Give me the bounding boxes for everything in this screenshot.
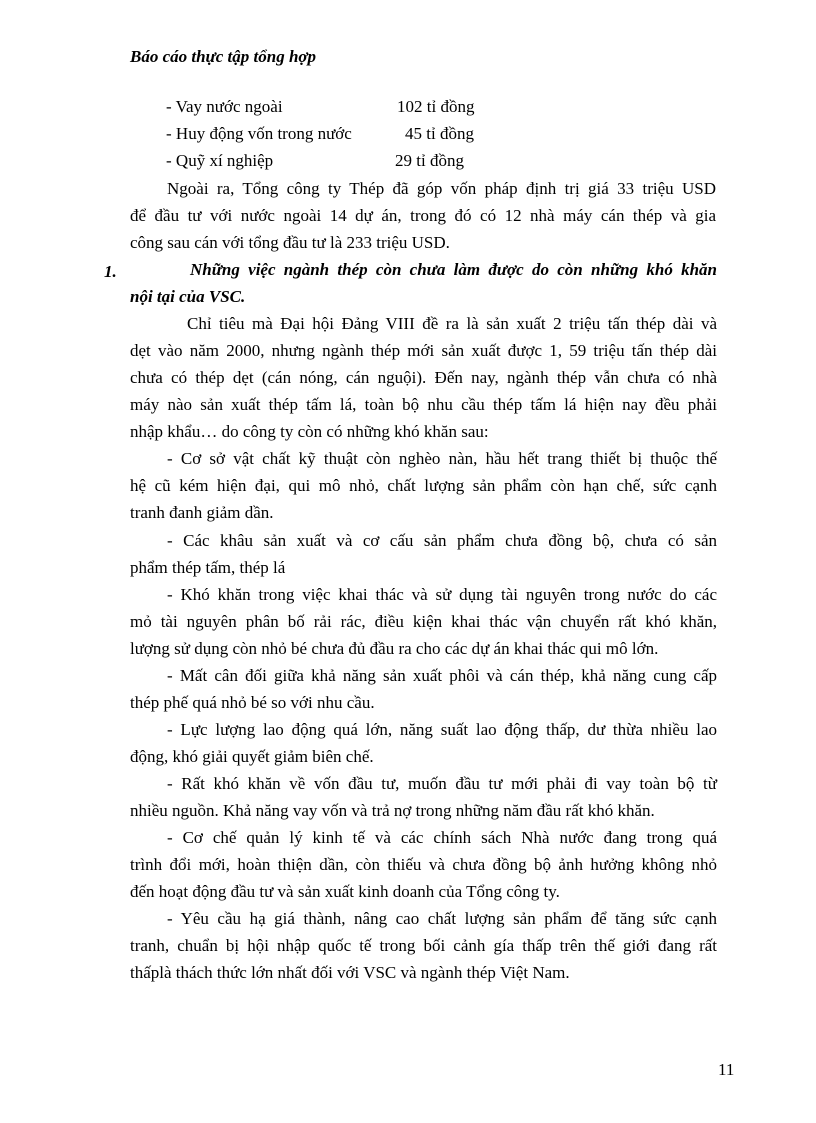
fund-amount: 45 tỉ đồng [405,124,474,143]
bullet-line: - Mất cân đối giữa khả năng sản xuất phôi và cán thép, khả năng cung cấp [167,666,717,685]
paragraph-line: dẹt vào năm 2000, nhưng ngành thép mới sản xuất được 1, 59 triệu tấn thép dài [130,341,717,360]
section-title: Những việc ngành thép còn chưa làm được do còn những khó khăn [190,260,717,279]
paragraph-line: máy nào sản xuất thép tấm lá, toàn bộ nhu cầu thép tấm lá hiện nay đều phải [130,395,717,414]
paragraph-line: thép phế quá nhỏ bé so với nhu cầu. [130,693,375,712]
paragraph-line: mỏ tài nguyên phân bố rải rác, điều kiện khai thác vận chuyển rất khó khăn, [130,612,717,631]
paragraph-line: Chỉ tiêu mà Đại hội Đảng VIII đề ra là sản xuất 2 triệu tấn thép dài và [187,314,717,333]
paragraph-line: thấplà thách thức lớn nhất đối với VSC và ngành thép Việt Nam. [130,963,570,982]
paragraph-line: Ngoài ra, Tổng công ty Thép đã góp vốn pháp định trị giá 33 triệu USD [167,179,716,198]
paragraph-line: tranh đanh giảm dần. [130,503,274,522]
page-number: 11 [718,1060,735,1079]
paragraph-line: nhập khẩu… do công ty còn có những khó khăn sau: [130,422,489,441]
paragraph-line: động, khó giải quyết giảm biên chế. [130,747,374,766]
bullet-line: - Lực lượng lao động quá lớn, năng suất lao động thấp, dư thừa nhiều lao [167,720,717,739]
paragraph-line: công sau cán với tổng đầu tư là 233 triệu USD. [130,233,450,252]
fund-label: - Quỹ xí nghiệp [166,151,274,170]
fund-label: - Vay nước ngoài [166,97,283,116]
paragraph-line: đến hoạt động đầu tư và sản xuất kinh doanh của Tổng công ty. [130,882,560,901]
paragraph-line: hệ cũ kém hiện đại, qui mô nhỏ, chất lượng sản phẩm còn hạn chế, sức cạnh [130,476,717,495]
bullet-line: - Cơ sở vật chất kỹ thuật còn nghèo nàn, hầu hết trang thiết bị thuộc thế [167,449,717,468]
paragraph-line: trình đổi mới, hoàn thiện dần, còn thiếu và chưa đồng bộ ảnh hưởng không nhỏ [130,855,717,874]
paragraph-line: lượng sử dụng còn nhỏ bé chưa đủ đầu ra cho các dự án khai thác qui mô lớn. [130,639,659,658]
paragraph-line: tranh, chuẩn bị hội nhập quốc tế trong bối cảnh gía thấp trên thế giới đang rất [130,936,717,955]
bullet-line: - Khó khăn trong việc khai thác và sử dụng tài nguyên trong nước do các [167,585,717,604]
paragraph-line: nhiều nguồn. Khả năng vay vốn và trả nợ trong những năm đầu rất khó khăn. [130,801,655,820]
fund-label: - Huy động vốn trong nước [166,124,352,143]
page-header: Báo cáo thực tập tổng hợp [130,47,317,66]
bullet-line: - Các khâu sản xuất và cơ cấu sản phẩm chưa đồng bộ, chưa có sản [167,531,717,550]
paragraph-line: phẩm thép tấm, thép lá [130,558,286,577]
bullet-line: - Cơ chế quản lý kinh tế và các chính sách Nhà nước đang trong quá [167,828,717,847]
paragraph-line: để đầu tư với nước ngoài 14 dự án, trong đó có 12 nhà máy cán thép và gia [130,206,716,225]
section-number: 1. [104,262,117,281]
fund-amount: 29 tỉ đồng [395,151,464,170]
fund-amount: 102 tỉ đồng [397,97,475,116]
bullet-line: - Rất khó khăn về vốn đầu tư, muốn đầu tư mới phải đi vay toàn bộ từ [167,774,717,793]
section-title: nội tại của VSC. [130,287,246,306]
bullet-line: - Yêu cầu hạ giá thành, nâng cao chất lượng sản phẩm để tăng sức cạnh [167,909,717,928]
paragraph-line: chưa có thép dẹt (cán nóng, cán nguội). Đến nay, ngành thép vẫn chưa có nhà [130,368,717,387]
